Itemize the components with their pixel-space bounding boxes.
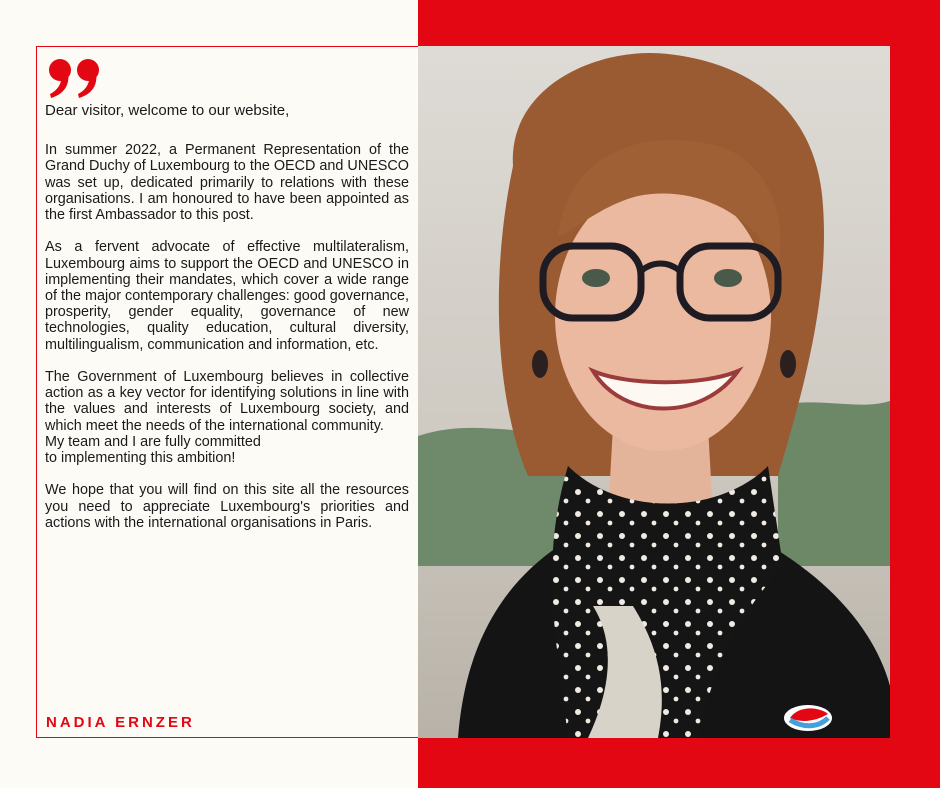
letter-tail-line: My team and I are fully committed <box>45 433 261 450</box>
signature-name: NADIA ERNZER <box>46 714 195 731</box>
letter-paragraph: In summer 2022, a Permanent Representation of the Grand Duchy of Luxembourg to the OECD and UNESCO was set up, dedicated primarily to relations with these organisations. I am honoured to have been appointed as the first Ambassador to this post. <box>45 142 409 224</box>
letter-paragraph-tail <box>45 434 409 466</box>
letter-greeting: Dear visitor, welcome to our website, <box>45 102 290 119</box>
welcome-letter-panel <box>36 46 418 738</box>
letter-body <box>45 103 409 547</box>
letter-tail-line: to implementing this ambition! <box>45 450 236 467</box>
closing-quote-icon <box>46 57 104 99</box>
letter-paragraph: The Government of Luxembourg believes in collective action as a key vector for identifying solutions in line with the values and interests of Luxembourg society, and which meet the needs of the international community. <box>45 369 409 434</box>
letter-paragraph: As a fervent advocate of effective multilateralism, Luxembourg aims to support the OECD and UNESCO in implementing their mandates, which cover a wide range of the major contemporary challenges: good governance, prosperity, gender equality, governance of new technologies, quality education, cultural diversity, multilingualism, communication and information, etc. <box>45 239 409 353</box>
portrait-photo <box>418 46 890 738</box>
letter-paragraph: We hope that you will find on this site all the resources you need to appreciate Luxembourg's priorities and actions with the international organisations in Paris. <box>45 482 409 531</box>
